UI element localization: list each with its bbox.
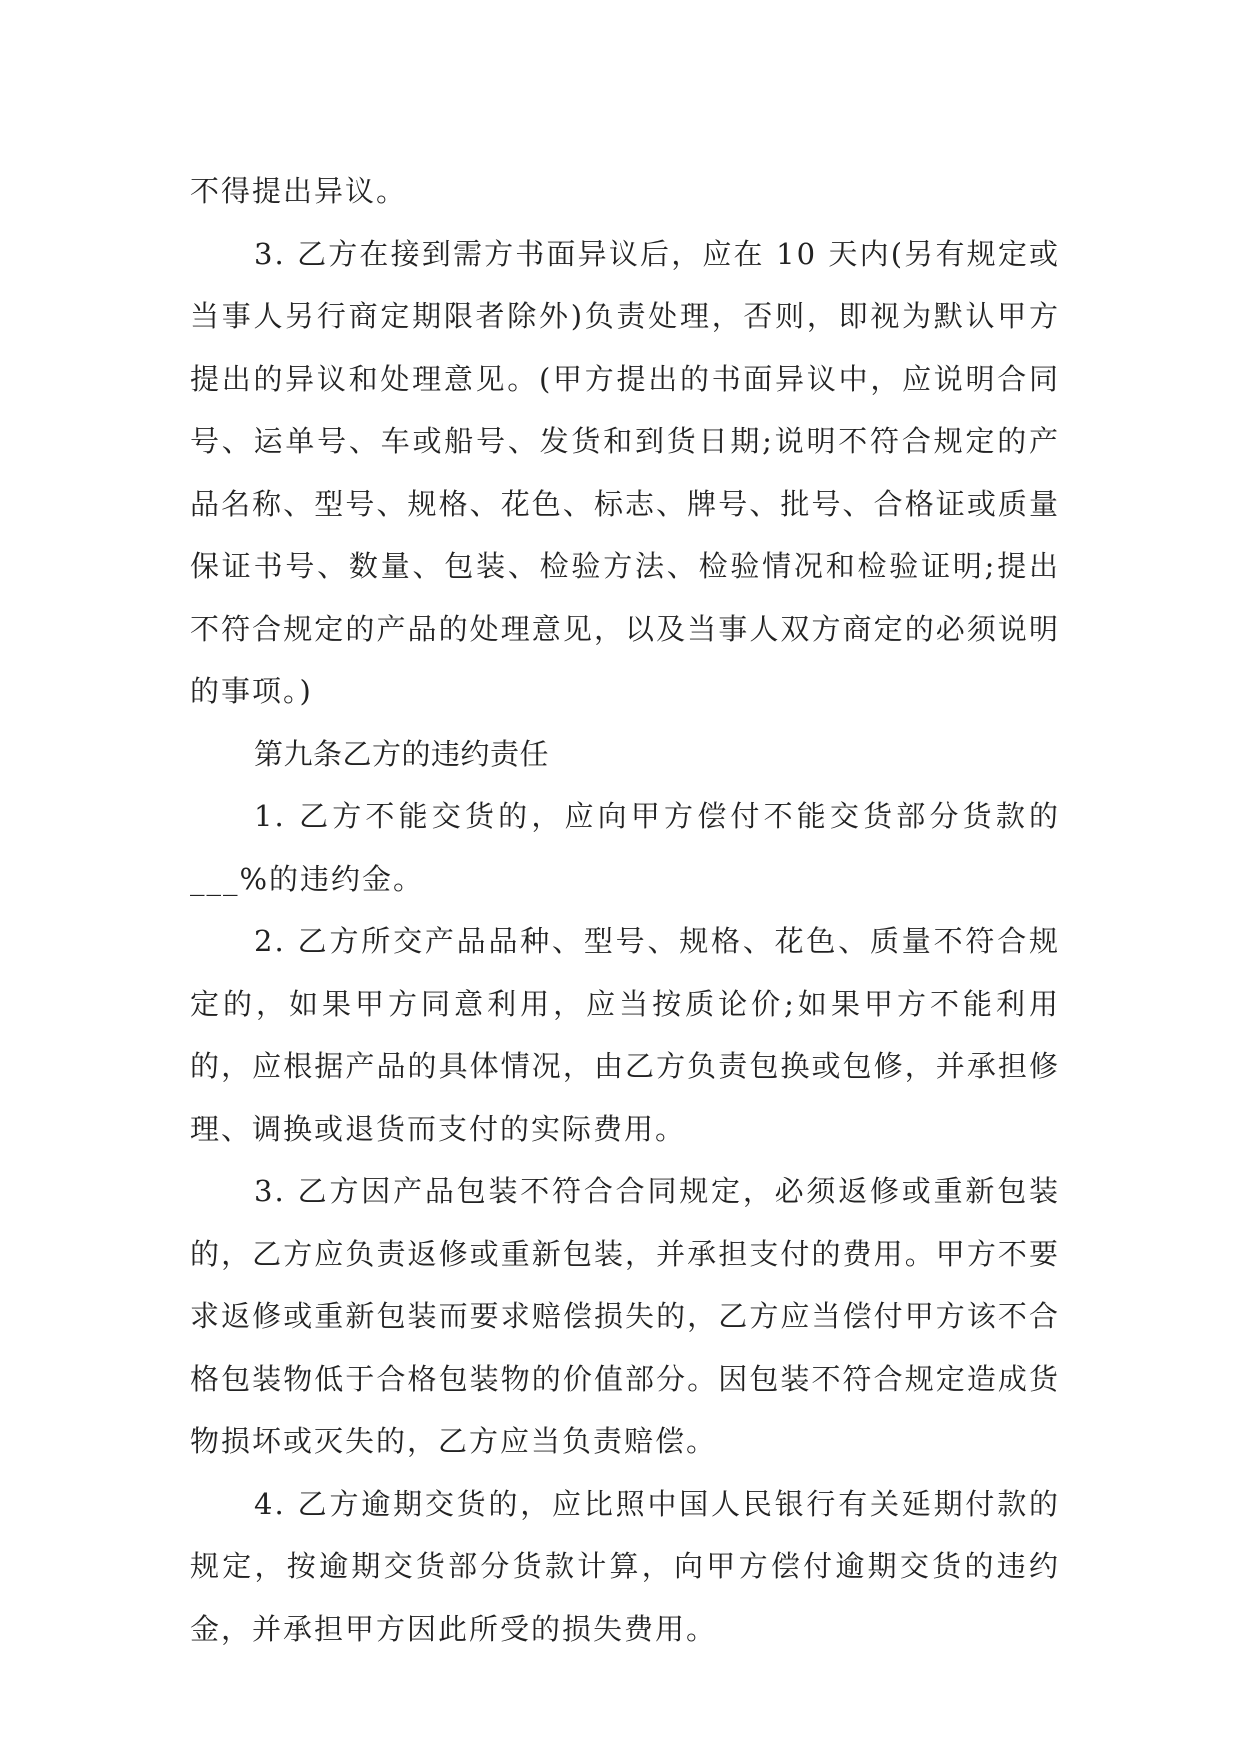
paragraph-continuation: 不得提出异议。 [190,174,408,208]
paragraph-clause-1-no-delivery: 1. 乙方不能交货的，应向甲方偿付不能交货部分货款的___%的违约金。 [190,799,1060,896]
article-nine-heading: 第九条乙方的违约责任 [254,736,550,771]
paragraph-clause-3-packaging: 3. 乙方因产品包装不符合合同规定，必须返修或重新包装的，乙方应负责返修或重新包装，并承担支付的费用。甲方不要求返修或重新包装而要求赔偿损失的，乙方应当偿付甲方该不合格包装物低于合格包装物的价值部分。因包装不符合规定造成货物损坏或灭失的，乙方应当负责赔偿。 [190,1174,1060,1458]
paragraph-clause-2-quality: 2. 乙方所交产品品种、型号、规格、花色、质量不符合规定的，如果甲方同意利用，应当按质论价;如果甲方不能利用的，应根据产品的具体情况，由乙方负责包换或包修，并承担修理、调换或退货而支付的实际费用。 [190,924,1060,1146]
paragraph-clause-4-late-delivery: 4. 乙方逾期交货的，应比照中国人民银行有关延期付款的规定，按逾期交货部分货款计算，向甲方偿付逾期交货的违约金，并承担甲方因此所受的损失费用。 [190,1486,1060,1646]
paragraph-clause-3-objection: 3. 乙方在接到需方书面异议后，应在 10 天内(另有规定或当事人另行商定期限者除外)负责处理，否则，即视为默认甲方提出的异议和处理意见。(甲方提出的书面异议中，应说明合同号、运单号、车或船号、发货和到货日期;说明不符合规定的产品名称、型号、规格、花色、标志、牌号、批号、合格证或质量保证书号、数量、包装、检验方法、检验情况和检验证明;提出不符合规定的产品的处理意见，以及当事人双方商定的必须说明的事项。) [190,236,1060,708]
document-body [190,160,1060,1660]
